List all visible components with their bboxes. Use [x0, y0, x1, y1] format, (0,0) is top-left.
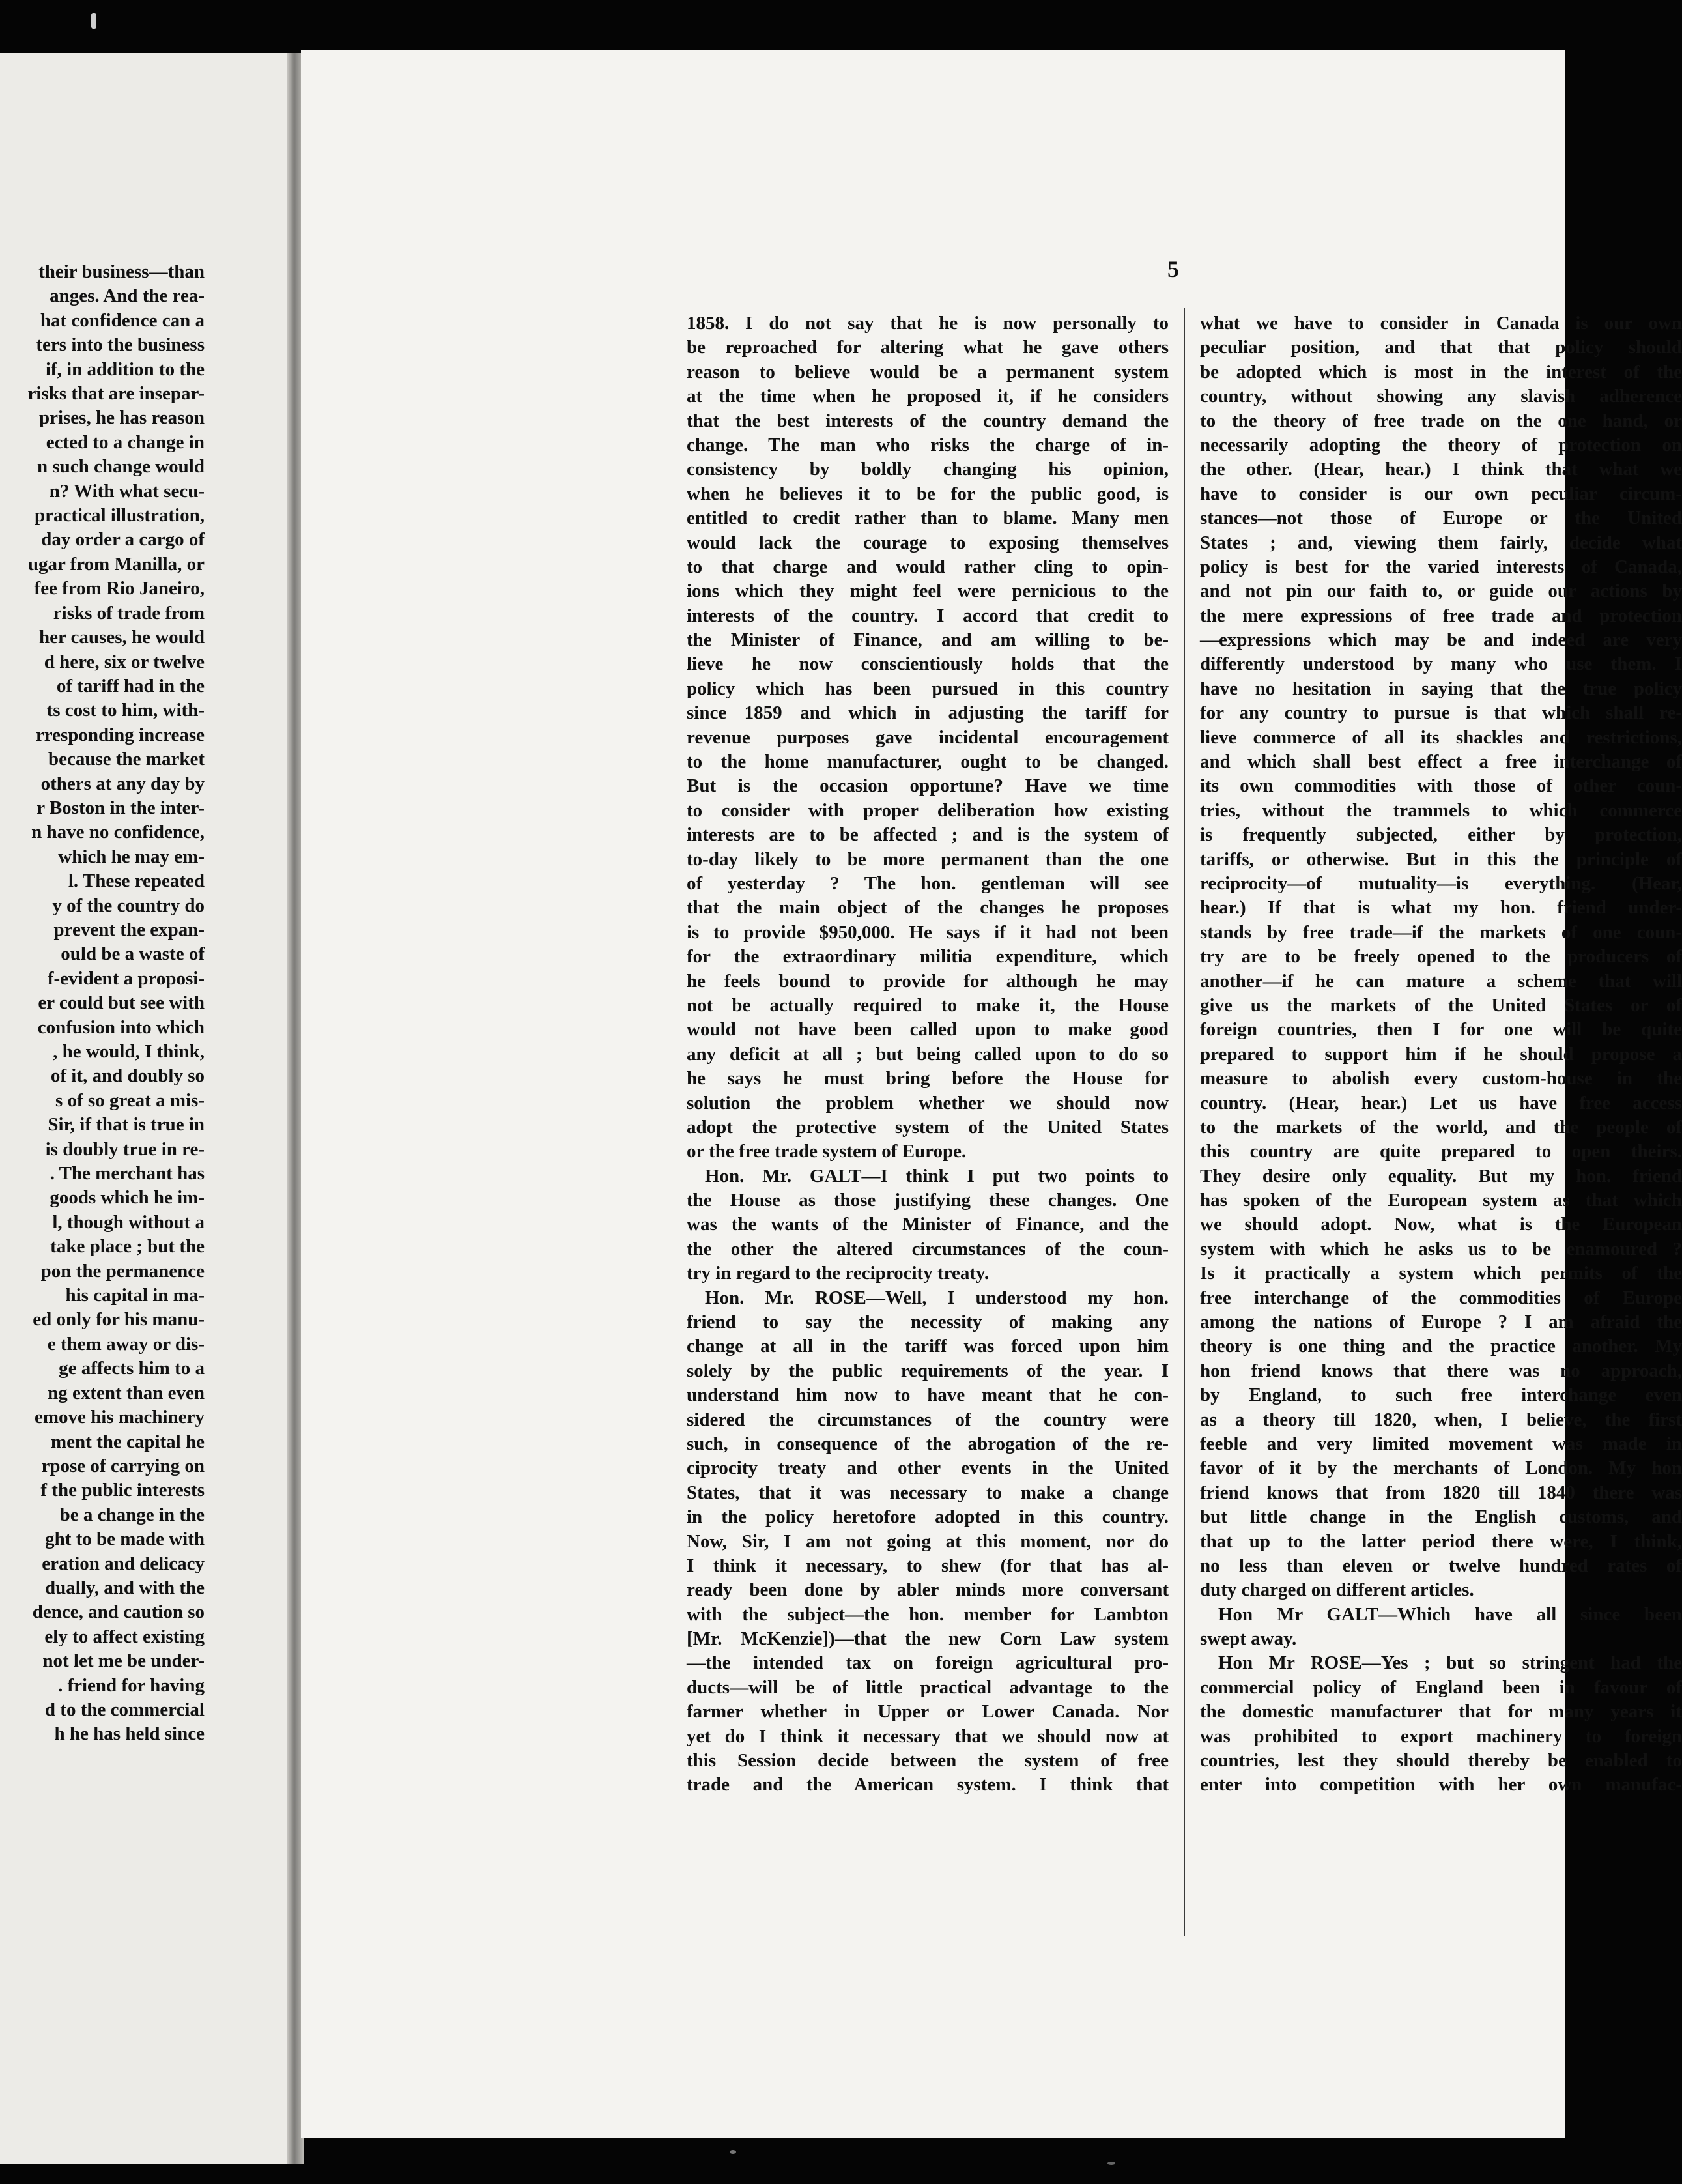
right-page	[301, 50, 1682, 2138]
text-line: ciprocity treaty and other events in the United	[687, 1458, 1169, 1479]
text-line: confusion into which	[37, 1016, 205, 1038]
text-line: eration and delicacy	[42, 1553, 205, 1574]
text-line: no less than eleven or twelve hundred rates of	[1200, 1555, 1682, 1576]
text-line: commercial policy of England been in favour of	[1200, 1676, 1682, 1698]
text-line: ed only for his manu-	[33, 1309, 205, 1330]
middle-text-column	[687, 311, 1169, 1798]
text-line: fee from Rio Janeiro,	[34, 578, 205, 599]
text-line: duty charged on different articles.	[1200, 1579, 1474, 1601]
text-line: as a theory till 1820, when, I believe, the first	[1200, 1409, 1682, 1430]
text-line: ected to a change in	[46, 431, 205, 453]
text-line: They desire only equality. But my hon. friend	[1200, 1165, 1682, 1186]
text-line: or the free trade system of Europe.	[687, 1141, 967, 1162]
text-line: this Session decide between the system of free	[687, 1750, 1169, 1772]
text-line: 1858. I do not say that he is now personally to	[687, 313, 1169, 334]
text-line: countries, lest they should thereby be enabled to	[1200, 1750, 1682, 1772]
scan-speck	[91, 13, 96, 29]
text-line: country, without showing any slavish adherence	[1200, 386, 1682, 407]
text-line: r Boston in the inter-	[36, 797, 205, 818]
text-line: take place ; but the	[50, 1236, 205, 1257]
text-line: to the home manufacturer, ought to be changed.	[687, 751, 1169, 773]
text-line: f the public interests	[40, 1480, 205, 1501]
text-line: risks of trade from	[53, 602, 205, 624]
text-line: ions which they might feel were pernicious to the	[687, 581, 1169, 602]
text-line: l. These repeated	[68, 870, 205, 892]
text-line: change. The man who risks the charge of in-	[687, 434, 1169, 455]
text-line: to the markets of the world, and the people of	[1200, 1116, 1682, 1138]
text-line: be reproached for altering what he gave others	[687, 337, 1169, 358]
text-line: we should adopt. Now, what is the European	[1200, 1214, 1682, 1235]
text-line: favor of it by the merchants of London. My hon	[1200, 1458, 1682, 1479]
text-line: entitled to credit rather than to blame. Many men	[687, 508, 1169, 529]
text-line: ely to affect existing	[44, 1626, 205, 1647]
text-line: prevent the expan-	[53, 919, 205, 940]
text-line: others at any day by	[40, 773, 205, 794]
text-line: Hon Mr ROSE—Yes ; but so stringent had the	[1218, 1652, 1682, 1674]
text-line: try are to be freely opened to the producers of	[1200, 946, 1682, 968]
text-line: prepared to support him if he should propose a	[1200, 1043, 1682, 1065]
text-line: ducts—will be of little practical advantage to the	[687, 1676, 1169, 1698]
text-line: his capital in ma-	[65, 1285, 205, 1306]
text-line: hon friend knows that there was no approach,	[1200, 1360, 1682, 1381]
text-line: ters into the business	[36, 334, 205, 356]
text-line: of yesterday ? The hon. gentleman will see	[687, 872, 1169, 894]
right-text-column	[1200, 311, 1682, 1798]
text-line: theory is one thing and the practice another. My	[1200, 1336, 1682, 1357]
text-line: Hon. Mr. GALT—I think I put two points to	[705, 1165, 1169, 1186]
scan-speck	[730, 2150, 736, 2154]
text-line: give us the markets of the United States or of	[1200, 994, 1682, 1016]
text-line: the Minister of Finance, and am willing to be-	[687, 629, 1169, 651]
text-line: was prohibited to export machinery to foreign	[1200, 1725, 1682, 1747]
text-line: the other the altered circumstances of the coun-	[687, 1238, 1169, 1259]
text-line: measure to abolish every custom-house in the	[1200, 1068, 1682, 1089]
text-line: I think it necessary, to shew (for that has al-	[687, 1555, 1169, 1576]
text-line: another—if he can mature a scheme that will	[1200, 970, 1682, 992]
text-line: . The merchant has	[50, 1163, 205, 1185]
text-line: yet do I think it necessary that we should now at	[687, 1725, 1169, 1747]
text-line: her causes, he would	[38, 627, 205, 648]
text-line: interests of the country. I accord that credit to	[687, 605, 1169, 626]
text-line: adopt the protective system of the United States	[687, 1116, 1169, 1138]
text-line: stances—not those of Europe or the United	[1200, 508, 1682, 529]
text-line: at the time when he proposed it, if he considers	[687, 386, 1169, 407]
text-line: Hon Mr GALT—Which have all since been	[1218, 1603, 1682, 1625]
text-line: among the nations of Europe ? I am afraid the	[1200, 1312, 1682, 1333]
text-line: is to provide $950,000. He says if it had not been	[687, 921, 1169, 943]
text-line: pon the permanence	[40, 1260, 205, 1282]
text-line: not be actually required to make it, the House	[687, 994, 1169, 1016]
text-line: their business—than	[38, 261, 205, 282]
text-line: ugar from Manilla, or	[27, 553, 205, 575]
text-line: of tariff had in the	[56, 675, 205, 697]
text-line: Sir, if that is true in	[48, 1114, 205, 1136]
text-line: d to the commercial	[44, 1699, 205, 1720]
text-line: policy which has been pursued in this country	[687, 678, 1169, 699]
text-line: trade and the American system. I think that	[687, 1774, 1169, 1796]
text-line: free interchange of the commodities of Europe	[1200, 1287, 1682, 1308]
text-line: to-day likely to be more permanent than the one	[687, 848, 1169, 870]
text-line: policy is best for the varied interests of Canada,	[1200, 556, 1682, 577]
text-line: peculiar position, and that that policy should	[1200, 337, 1682, 358]
text-line: dence, and caution so	[32, 1602, 205, 1623]
column-divider	[1184, 308, 1185, 1936]
text-line: risks that are insepar-	[27, 383, 205, 405]
text-line: n? With what secu-	[49, 480, 205, 502]
left-page	[0, 53, 294, 2164]
text-line: but little change in the English customs, and	[1200, 1506, 1682, 1528]
text-line: , he would, I think,	[53, 1041, 205, 1062]
text-line: tariffs, or otherwise. But in this the principle of	[1200, 848, 1682, 870]
text-line: have no hesitation in saying that the true policy	[1200, 678, 1682, 699]
text-line: reason to believe would be a permanent system	[687, 361, 1169, 382]
text-line: with the subject—the hon. member for Lambton	[687, 1603, 1169, 1625]
text-line: this country are quite prepared to open theirs.	[1200, 1141, 1682, 1162]
text-line: goods which he im-	[50, 1187, 205, 1209]
text-line: Now, Sir, I am not going at this moment, nor do	[687, 1530, 1169, 1552]
text-line: y of the country do	[52, 895, 205, 916]
text-line: that the best interests of the country demand the	[687, 410, 1169, 431]
text-line: n have no confidence,	[31, 822, 205, 843]
text-line: ment the capital he	[51, 1431, 205, 1452]
text-line: interests are to be affected ; and is the system of	[687, 824, 1169, 846]
text-line: lieve he now conscientiously holds that the	[687, 654, 1169, 675]
text-line: revenue purposes gave incidental encouragement	[687, 726, 1169, 748]
text-line: the domestic manufacturer that for many years it	[1200, 1701, 1682, 1723]
text-line: what we have to consider in Canada is our own	[1200, 313, 1682, 334]
text-line: since 1859 and which in adjusting the tariff for	[687, 702, 1169, 724]
page-number: 5	[1167, 256, 1179, 282]
text-line: try in regard to the reciprocity treaty.	[687, 1263, 990, 1284]
text-line: ge affects him to a	[59, 1358, 205, 1379]
text-line: when he believes it to be for the public good, is	[687, 483, 1169, 504]
text-line: emove his machinery	[35, 1407, 205, 1428]
text-line: Hon. Mr. ROSE—Well, I understood my hon.	[705, 1287, 1169, 1308]
text-line: day order a cargo of	[41, 529, 205, 551]
text-line: and which shall best effect a free interchange of	[1200, 751, 1682, 773]
text-line: necessarily adopting the theory of protection on	[1200, 434, 1682, 455]
text-line: . friend for having	[57, 1674, 205, 1696]
text-line: the House as those justifying these changes. One	[687, 1190, 1169, 1211]
text-line: h he has held since	[54, 1723, 205, 1745]
text-line: rpose of carrying on	[41, 1455, 205, 1476]
text-line: ght to be made with	[45, 1529, 205, 1550]
text-line: foreign countries, then I for one will be quite	[1200, 1019, 1682, 1041]
text-line: system with which he asks us to be enamoured ?	[1200, 1238, 1682, 1259]
text-line: tries, without the trammels to which commerce	[1200, 799, 1682, 821]
text-line: solely by the public requirements of the year. I	[687, 1360, 1169, 1381]
text-line: if, in addition to the	[45, 358, 205, 380]
text-line: Is it practically a system which permits of the	[1200, 1263, 1682, 1284]
text-line: he feels bound to provide for although he may	[687, 970, 1169, 992]
text-line: swept away.	[1200, 1628, 1297, 1650]
text-line: change at all in the tariff was forced upon him	[687, 1336, 1169, 1357]
text-line: the mere expressions of free trade and protection	[1200, 605, 1682, 626]
scan-speck	[1107, 2162, 1115, 2165]
text-line: practical illustration,	[35, 505, 205, 526]
text-line: to the theory of free trade on the one hand, or	[1200, 410, 1682, 431]
text-line: d here, six or twelve	[44, 651, 205, 672]
text-line: feeble and very limited movement was made in	[1200, 1433, 1682, 1454]
text-line: in the policy heretofore adopted in this country.	[687, 1506, 1169, 1528]
text-line: because the market	[48, 749, 205, 770]
text-line: friend knows that from 1820 till 1840 there was	[1200, 1482, 1682, 1503]
text-line: has spoken of the European system as that which	[1200, 1190, 1682, 1211]
text-line: consistency by boldly changing his opinion,	[687, 459, 1169, 480]
text-line: farmer whether in Upper or Lower Canada. Nor	[687, 1701, 1169, 1723]
text-line: have to consider is our own peculiar circum-	[1200, 483, 1682, 504]
text-line: was the wants of the Minister of Finance, and the	[687, 1214, 1169, 1235]
text-line: hear.) If that is what my hon. friend under-	[1200, 897, 1682, 919]
text-line: solution the problem whether we should now	[687, 1092, 1169, 1114]
text-line: is doubly true in re-	[45, 1138, 205, 1160]
text-line: and not pin our faith to, or guide our actions by	[1200, 581, 1682, 602]
text-line: differently understood by many who use them. I	[1200, 654, 1682, 675]
text-line: ts cost to him, with-	[46, 700, 205, 721]
text-line: friend to say the necessity of making any	[687, 1312, 1169, 1333]
text-line: is frequently subjected, either by protection,	[1200, 824, 1682, 846]
text-line: not let me be under-	[42, 1650, 205, 1672]
text-line: n such change would	[36, 456, 205, 478]
text-line: rresponding increase	[35, 724, 205, 745]
text-line: be a change in the	[59, 1504, 205, 1525]
text-line: s of so great a mis-	[55, 1089, 205, 1111]
text-line: ng extent than even	[48, 1382, 205, 1403]
text-line: its own commodities with those of other coun-	[1200, 775, 1682, 797]
text-line: prises, he has reason	[38, 407, 205, 429]
text-line: of it, and doubly so	[50, 1065, 205, 1087]
text-line: sidered the circumstances of the country were	[687, 1409, 1169, 1430]
text-line: be adopted which is most in the interest of the	[1200, 361, 1682, 382]
text-line: for any country to pursue is that which shall re-	[1200, 702, 1682, 724]
text-line: hat confidence can a	[40, 309, 205, 331]
text-line: the other. (Hear, hear.) I think that what we	[1200, 459, 1682, 480]
text-line: he says he must bring before the House for	[687, 1068, 1169, 1089]
text-line: to consider with proper deliberation how existing	[687, 799, 1169, 821]
text-line: anges. And the rea-	[50, 285, 205, 307]
text-line: dually, and with the	[45, 1577, 205, 1598]
text-line: But is the occasion opportune? Have we time	[687, 775, 1169, 797]
left-page-text-column	[28, 260, 205, 1747]
text-line: ould be a waste of	[61, 943, 205, 965]
text-line: States, that it was necessary to make a change	[687, 1482, 1169, 1503]
text-line: l, though without a	[52, 1211, 205, 1233]
text-line: would not have been called upon to make good	[687, 1019, 1169, 1041]
text-line: e them away or dis-	[47, 1333, 205, 1355]
text-line: to that charge and would rather cling to opin-	[687, 556, 1169, 577]
text-line: reciprocity—of mutuality—is everything. (Hear,	[1200, 872, 1682, 894]
text-line: which he may em-	[58, 846, 205, 867]
text-line: such, in consequence of the abrogation of the re-	[687, 1433, 1169, 1454]
text-line: by England, to such free interchange even	[1200, 1385, 1682, 1406]
text-line: country. (Hear, hear.) Let us have free access	[1200, 1092, 1682, 1114]
text-line: lieve commerce of all its shackles and restrictions,	[1200, 726, 1682, 748]
text-line: —the intended tax on foreign agricultural pro-	[687, 1652, 1169, 1674]
text-line: that up to the latter period there were, I think,	[1200, 1530, 1682, 1552]
text-line: that the main object of the changes he proposes	[687, 897, 1169, 919]
text-line: understand him now to have meant that he con-	[687, 1385, 1169, 1406]
text-line: —expressions which may be and indeed are very	[1200, 629, 1682, 651]
text-line: f-evident a proposi-	[47, 968, 205, 989]
text-line: ready been done by abler minds more conversant	[687, 1579, 1169, 1601]
text-line: for the extraordinary militia expenditure, which	[687, 946, 1169, 968]
text-line: would lack the courage to exposing themselves	[687, 532, 1169, 553]
text-line: [Mr. McKenzie])—that the new Corn Law system	[687, 1628, 1169, 1650]
text-line: enter into competition with her own manufac-	[1200, 1774, 1682, 1796]
text-line: er could but see with	[38, 992, 205, 1014]
text-line: States ; and, viewing them fairly, decide what	[1200, 532, 1682, 553]
text-line: any deficit at all ; but being called upon to do so	[687, 1043, 1169, 1065]
text-line: stands by free trade—if the markets of one coun-	[1200, 921, 1682, 943]
